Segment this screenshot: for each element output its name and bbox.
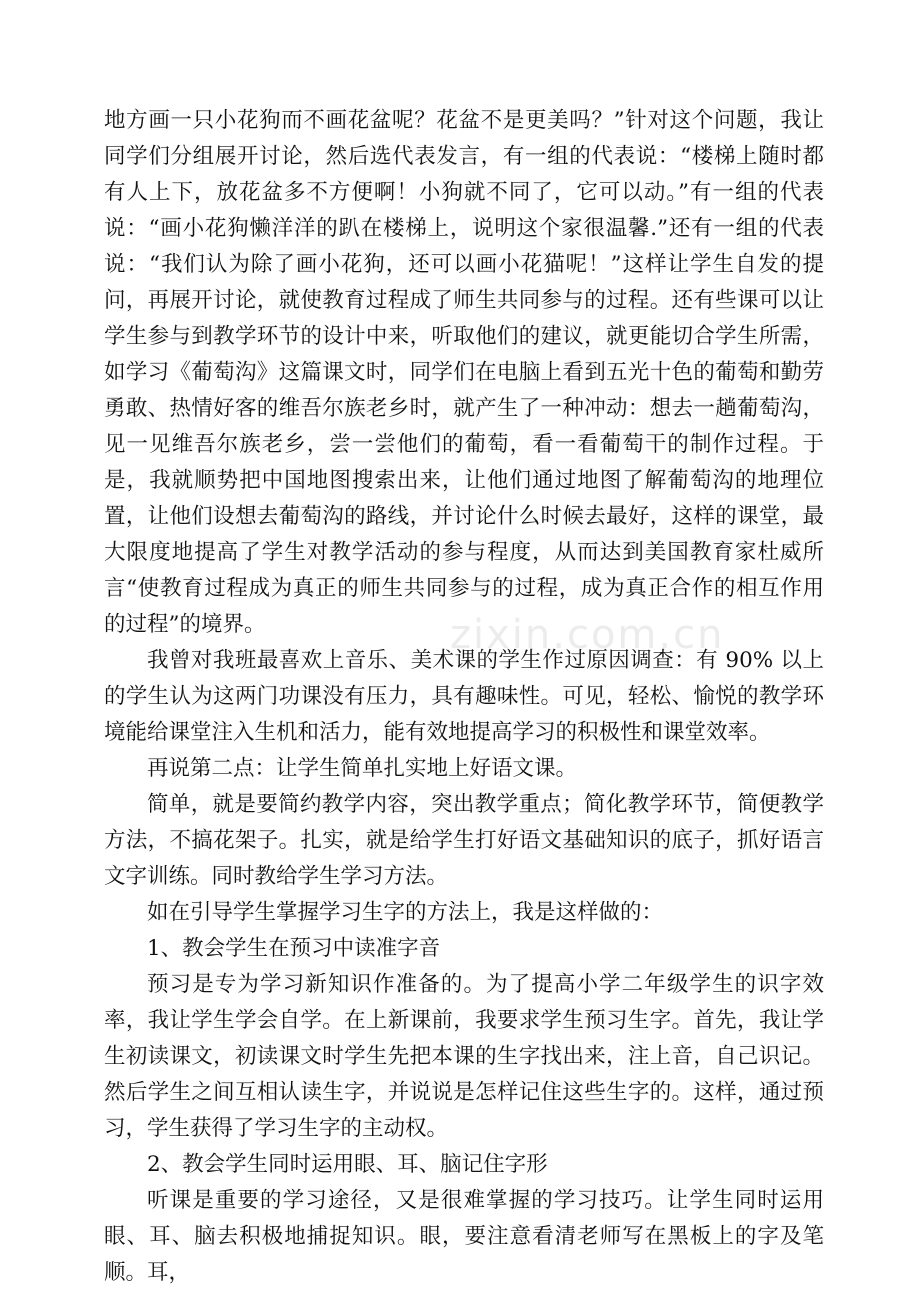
- paragraph-6: 1、教会学生在预习中读准字音: [147, 936, 441, 961]
- paragraph-8: 2、教会学生同时运用眼、耳、脑记住字形: [147, 1152, 548, 1177]
- paragraph-9: 听课是重要的学习途径，又是很难掌握的学习技巧。让学生同时运用眼、耳、脑去积极地捕捉知识。眼，要注意看清老师写在黑板上的字及笔顺。耳，: [104, 1188, 824, 1285]
- watermark: zixin.com.cn: [450, 612, 725, 658]
- paragraph-3: 再说第二点：让学生简单扎实地上好语文课。: [147, 756, 578, 781]
- paragraph-4: 简单，就是要简约教学内容，突出教学重点；简化教学环节，简便教学方法，不搞花架子。扎实，就是给学生打好语文基础知识的底子，抓好语言文字训练。同时教给学生学习方法。: [104, 792, 824, 889]
- document-body: [104, 103, 824, 1291]
- paragraph-5: 如在引导学生掌握学习生字的方法上，我是这样做的：: [147, 900, 664, 925]
- paragraph-1: 地方画一只小花狗而不画花盆呢？花盆不是更美吗？”针对这个问题，我让同学们分组展开讨论，然后选代表发言，有一组的代表说：“楼梯上随时都有人上下，放花盆多不方便啊！小狗就不同了，它可以动。”有一组的代表说：“画小花狗懒洋洋的趴在楼梯上，说明这个家很温馨.”还有一组的代表说：“我们认为除了画小花狗，还可以画小花猫呢！”这样让学生自发的提问，再展开讨论，就使教育过程成了师生共同参与的过程。还有些课可以让学生参与到教学环节的设计中来，听取他们的建议，就更能切合学生所需，如学习《葡萄沟》这篇课文时，同学们在电脑上看到五光十色的葡萄和勤劳勇敢、热情好客的维吾尔族老乡时，就产生了一种冲动：想去一趟葡萄沟，见一见维吾尔族老乡，尝一尝他们的葡萄，看一看葡萄干的制作过程。于是，我就顺势把中国地图搜索出来，让他们通过地图了解葡萄沟的地理位置，让他们设想去葡萄沟的路线，并讨论什么时候去最好，这样的课堂，最大限度地提高了学生对教学活动的参与程度，从而达到美国教育家杜威所言“使教育过程成为真正的师生共同参与的过程，成为真正合作的相互作用的过程”的境界。: [104, 108, 824, 637]
- paragraph-2: 我曾对我班最喜欢上音乐、美术课的学生作过原因调查：有 90% 以上的学生认为这两门功课没有压力，具有趣味性。可见，轻松、愉悦的教学环境能给课堂注入生机和活力，能有效地提高学习的积极性和课堂效率。: [104, 648, 824, 745]
- paragraph-7: 预习是专为学习新知识作准备的。为了提高小学二年级学生的识字效率，我让学生学会自学。在上新课前，我要求学生预习生字。首先，我让学生初读课文，初读课文时学生先把本课的生字找出来，注上音，自己识记。然后学生之间互相认读生字，并说说是怎样记住这些生字的。这样，通过预习，学生获得了学习生字的主动权。: [104, 972, 824, 1141]
